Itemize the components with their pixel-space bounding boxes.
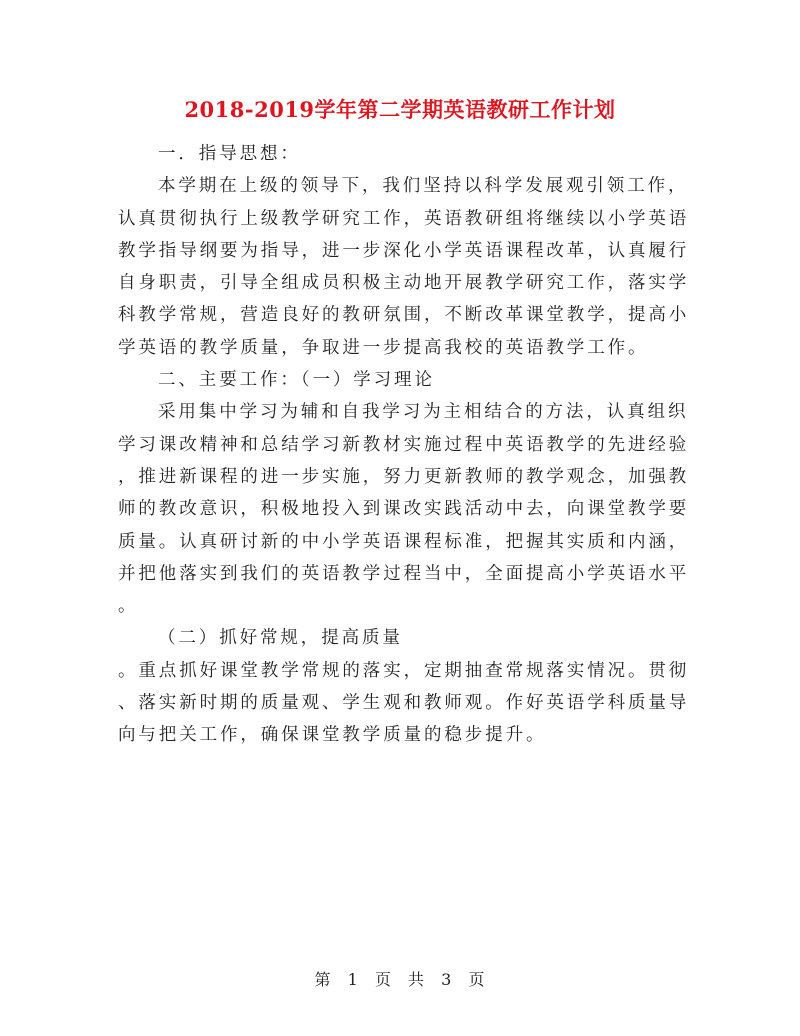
page-label-suffix: 页 [468, 970, 486, 989]
total-pages-number: 3 [441, 970, 453, 989]
paragraph-line: 采用集中学习为辅和自我学习为主相结合的方法，认真组织 [158, 402, 689, 423]
paragraph-line: 本学期在上级的领导下，我们坚持以科学发展观引领工作， [158, 176, 689, 197]
paragraph-line: ，推进新课程的进一步实施，努力更新教师的教学观念，加强教 [118, 466, 690, 487]
paragraph-line: 教学指导纲要为指导，进一步深化小学英语课程改革，认真履行 [118, 240, 690, 261]
paragraph-line: 学英语的教学质量，争取进一步提高我校的英语教学工作。 [118, 337, 649, 358]
section-heading-routine-quality: （二）抓好常规，提高质量 [158, 628, 403, 649]
page-label-mid: 页 [374, 970, 392, 989]
paragraph-line: 向与把关工作，确保课堂教学质量的稳步提升。 [118, 725, 547, 746]
section-heading-main-work: 二、主要工作：（一）学习理论 [158, 370, 435, 391]
paragraph-line: 、落实新时期的质量观、学生观和教师观。作好英语学科质量导 [118, 693, 690, 714]
paragraph-line: 认真贯彻执行上级教学研究工作，英语教研组将继续以小学英语 [118, 208, 690, 229]
page-number-footer [0, 968, 800, 992]
paragraph-line: 自身职责，引导全组成员积极主动地开展教学研究工作，落实学 [118, 273, 690, 294]
current-page-number: 1 [347, 970, 359, 989]
paragraph-line: 。 [118, 596, 139, 617]
document-body [118, 138, 698, 752]
section-heading-guiding-ideology: 一．指导思想： [158, 144, 301, 164]
total-label: 共 [408, 970, 426, 989]
page-label-prefix: 第 [314, 970, 332, 989]
paragraph-line: 科教学常规，营造良好的教研氛围，不断改革课堂教学，提高小 [118, 305, 690, 326]
document-title: 2018-2019学年第二学期英语教研工作计划 [184, 97, 616, 122]
paragraph-line: 师的教改意识，积极地投入到课改实践活动中去，向课堂教学要 [118, 499, 690, 520]
paragraph-line: 并把他落实到我们的英语教学过程当中，全面提高小学英语水平 [118, 563, 690, 584]
paragraph-line: 质量。认真研讨新的中小学英语课程标准，把握其实质和内涵， [118, 531, 690, 552]
paragraph-line: 。重点抓好课堂教学常规的落实，定期抽查常规落实情况。贯彻 [118, 660, 690, 681]
paragraph-line: 学习课改精神和总结学习新教材实施过程中英语教学的先进经验 [118, 434, 690, 455]
